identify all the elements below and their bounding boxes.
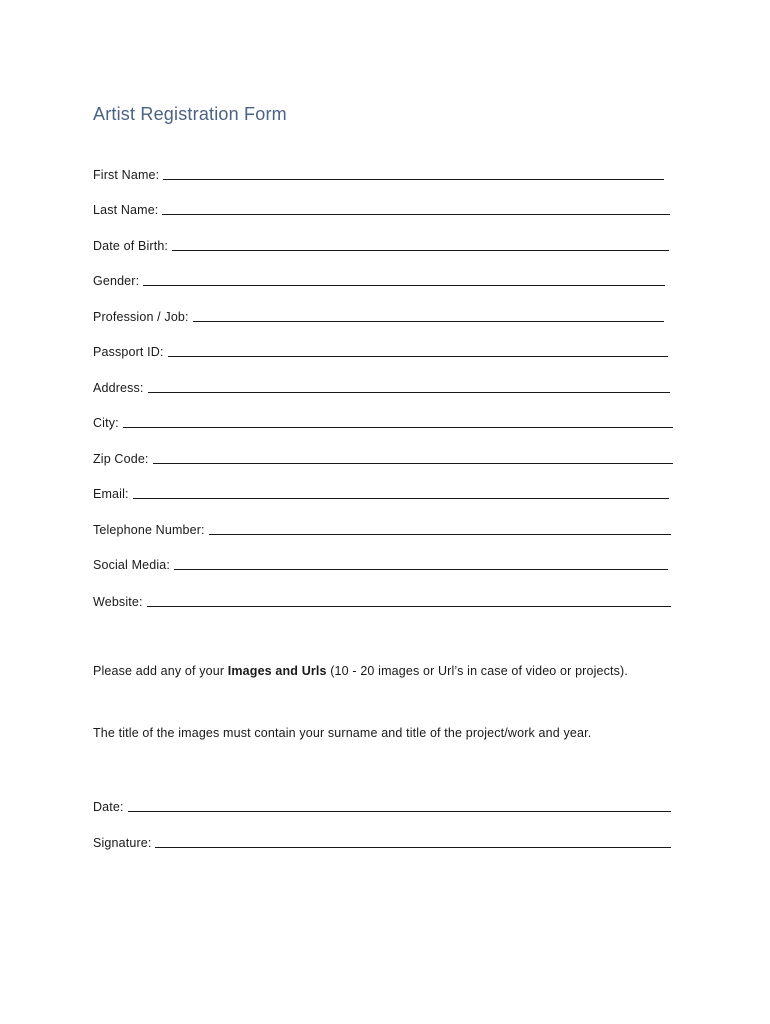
- city-label: City:: [93, 416, 119, 430]
- social-media-input-line[interactable]: [174, 569, 668, 570]
- first-name-input-line[interactable]: [163, 179, 664, 180]
- date-of-birth-input-line[interactable]: [172, 250, 669, 251]
- passport-id-field[interactable]: [93, 339, 668, 359]
- profession-input-line[interactable]: [193, 321, 664, 322]
- profession-field[interactable]: [93, 304, 664, 324]
- signature-field[interactable]: [93, 830, 671, 850]
- telephone-field[interactable]: [93, 517, 671, 537]
- email-label: Email:: [93, 487, 129, 501]
- website-input-line[interactable]: [147, 606, 671, 607]
- page-title: Artist Registration Form: [93, 104, 287, 124]
- last-name-label: Last Name:: [93, 203, 159, 217]
- social-media-field[interactable]: [93, 552, 668, 572]
- zip-code-field[interactable]: [93, 446, 673, 466]
- signature-label: Signature:: [93, 836, 152, 850]
- passport-id-input-line[interactable]: [168, 356, 668, 357]
- address-label: Address:: [93, 381, 144, 395]
- images-instruction-before: Please add any of your: [93, 664, 228, 678]
- city-field[interactable]: [93, 410, 673, 430]
- telephone-input-line[interactable]: [209, 534, 671, 535]
- email-input-line[interactable]: [133, 498, 669, 499]
- signature-input-line[interactable]: [155, 847, 671, 848]
- images-instruction-bold: Images and Urls: [227, 664, 327, 678]
- last-name-input-line[interactable]: [162, 214, 670, 215]
- image-title-instruction-text: The title of the images must contain your surname and title of the project/work and year.: [93, 726, 592, 740]
- date-field[interactable]: [93, 794, 671, 814]
- zip-code-label: Zip Code:: [93, 452, 149, 466]
- website-label: Website:: [93, 595, 143, 609]
- date-of-birth-field[interactable]: [93, 233, 669, 253]
- telephone-label: Telephone Number:: [93, 523, 205, 537]
- passport-id-label: Passport ID:: [93, 345, 164, 359]
- date-of-birth-label: Date of Birth:: [93, 239, 169, 253]
- last-name-field[interactable]: [93, 197, 670, 217]
- date-input-line[interactable]: [128, 811, 671, 812]
- city-input-line[interactable]: [123, 427, 673, 428]
- image-title-instruction: [93, 720, 653, 746]
- images-instruction-after: (10 - 20 images or Url’s in case of video or projects).: [326, 664, 628, 678]
- profession-label: Profession / Job:: [93, 310, 189, 324]
- first-name-label: First Name:: [93, 168, 160, 182]
- address-field[interactable]: [93, 375, 670, 395]
- address-input-line[interactable]: [148, 392, 670, 393]
- first-name-field[interactable]: [93, 162, 664, 182]
- zip-code-input-line[interactable]: [153, 463, 673, 464]
- social-media-label: Social Media:: [93, 558, 170, 572]
- gender-label: Gender:: [93, 274, 140, 288]
- gender-input-line[interactable]: [143, 285, 665, 286]
- email-field[interactable]: [93, 481, 669, 501]
- gender-field[interactable]: [93, 268, 665, 288]
- images-instruction: [93, 658, 653, 684]
- date-label: Date:: [93, 800, 124, 814]
- website-field[interactable]: [93, 589, 671, 609]
